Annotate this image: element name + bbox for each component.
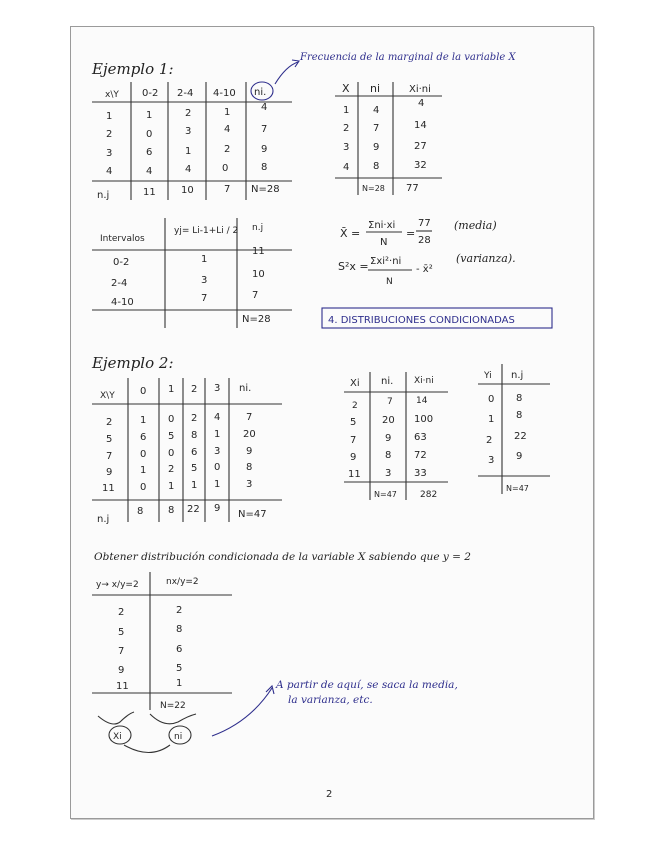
table1-cell: 7: [261, 124, 268, 135]
svg-text:0: 0: [168, 414, 175, 425]
svg-text:ni.: ni.: [239, 383, 252, 394]
svg-text:Xi: Xi: [113, 732, 122, 742]
svg-text:282: 282: [420, 490, 438, 500]
svg-text:0: 0: [140, 482, 147, 493]
svg-text:2: 2: [191, 413, 198, 424]
table1-cell: 4: [224, 124, 231, 135]
table1-footer-cell: 10: [181, 185, 194, 196]
ejemplo1-marginal-table: [335, 82, 442, 195]
svg-text:X̄ =: X̄ =: [340, 227, 361, 240]
table1-footer-cell: 11: [143, 187, 156, 198]
svg-text:1: 1: [214, 429, 221, 440]
svg-text:2: 2: [486, 435, 493, 446]
svg-text:nx/y=2: nx/y=2: [166, 577, 199, 587]
table2-footer: 77: [406, 183, 419, 194]
svg-text:Xi: Xi: [350, 378, 360, 389]
table1-footer-cell: 7: [224, 184, 231, 195]
svg-text:7: 7: [106, 451, 113, 462]
table3-col-header: n.j: [252, 223, 264, 233]
svg-text:4: 4: [214, 412, 221, 423]
svg-text:N=47: N=47: [374, 490, 397, 499]
svg-text:5: 5: [118, 627, 125, 638]
svg-text:N=47: N=47: [506, 484, 529, 493]
svg-text:11: 11: [102, 483, 115, 494]
svg-text:1: 1: [214, 479, 221, 490]
table1-row-label: 2: [106, 129, 113, 140]
ejemplo1-contingency-table: [92, 82, 292, 201]
svg-text:11: 11: [348, 469, 361, 480]
svg-text:0: 0: [140, 449, 147, 460]
table2-cell: 2: [343, 123, 350, 134]
svg-text:2: 2: [191, 384, 198, 395]
brace-right: [150, 714, 196, 724]
table3-cell: 10: [252, 269, 265, 280]
svg-text:n.j: n.j: [97, 514, 110, 525]
svg-text:5: 5: [168, 431, 175, 442]
table2-cell: 3: [343, 142, 350, 153]
table1-cell: 9: [261, 144, 268, 155]
table1-cell: 1: [185, 146, 192, 157]
svg-text:9: 9: [106, 467, 113, 478]
svg-text:8: 8: [168, 505, 175, 516]
table1-col-header: 2-4: [177, 88, 194, 99]
table3-cell: 4-10: [111, 297, 134, 308]
svg-text:8: 8: [516, 410, 523, 421]
table3-cell: 11: [252, 246, 265, 257]
svg-text:3: 3: [246, 479, 253, 490]
svg-text:1: 1: [168, 481, 175, 492]
svg-text:Yi: Yi: [484, 371, 492, 381]
svg-text:7: 7: [118, 646, 125, 657]
svg-text:3: 3: [214, 383, 221, 394]
table1-cell: 1: [146, 110, 153, 121]
svg-text:6: 6: [140, 432, 147, 443]
svg-text:8: 8: [246, 462, 253, 473]
svg-text:20: 20: [382, 415, 395, 426]
table3-cell: 0-2: [113, 257, 130, 268]
svg-text:Xi·ni: Xi·ni: [414, 376, 434, 386]
svg-text:ni.: ni.: [381, 376, 394, 387]
table1-footer-cell: N=28: [251, 184, 280, 195]
connector-arc: [124, 745, 170, 753]
svg-text:6: 6: [191, 447, 198, 458]
conditional-statement: Obtener distribución condicionada de la variable X sabiendo que y = 2: [94, 551, 471, 563]
svg-text:72: 72: [414, 450, 427, 461]
arrow-to-note: [212, 688, 272, 736]
svg-text:9: 9: [214, 503, 221, 514]
svg-text:3: 3: [214, 446, 221, 457]
ejemplo1-intervals-table: [92, 218, 292, 328]
svg-text:Σxi²·ni: Σxi²·ni: [370, 256, 402, 267]
table2-cell: 4: [373, 105, 380, 116]
table2-cell: 4: [418, 98, 425, 109]
svg-text:9: 9: [350, 452, 357, 463]
table3-cell: 7: [252, 290, 259, 301]
svg-text:8: 8: [191, 430, 198, 441]
svg-text:0: 0: [214, 462, 221, 473]
table2-col-header: X: [342, 82, 350, 95]
svg-text:5: 5: [106, 434, 113, 445]
table2-cell: 8: [373, 161, 380, 172]
table3-col-header: Intervalos: [100, 234, 145, 244]
svg-text:0: 0: [488, 394, 495, 405]
table1-cell: 2: [185, 108, 192, 119]
svg-text:22: 22: [514, 431, 527, 442]
table1-row-label: 4: [106, 166, 113, 177]
media-formula: [340, 218, 497, 248]
section-heading: 4. DISTRIBUCIONES CONDICIONADAS: [328, 315, 515, 326]
table2-cell: 9: [373, 142, 380, 153]
table3-col-header: yj= Li-1+Li / 2: [174, 226, 239, 236]
svg-text:1: 1: [140, 465, 147, 476]
table1-col-header: ni.: [254, 87, 267, 98]
table3-footer: N=28: [242, 314, 271, 325]
table1-cell: 1: [224, 107, 231, 118]
svg-text:77: 77: [418, 218, 431, 229]
svg-text:1: 1: [168, 384, 175, 395]
svg-text:1: 1: [140, 415, 147, 426]
table2-cell: 1: [343, 105, 350, 116]
table3-cell: 3: [201, 275, 208, 286]
conditional-note-line2: la varianza, etc.: [288, 694, 373, 706]
svg-text:100: 100: [414, 414, 434, 425]
svg-text:(media): (media): [454, 219, 497, 232]
svg-text:7: 7: [246, 412, 253, 423]
svg-text:(varianza).: (varianza).: [456, 252, 516, 265]
svg-text:2: 2: [352, 401, 358, 411]
table1-corner: x\Y: [105, 90, 119, 100]
svg-text:=: =: [406, 227, 416, 240]
svg-text:S²x =: S²x =: [338, 260, 369, 273]
svg-text:N: N: [380, 237, 388, 248]
svg-text:N=47: N=47: [238, 509, 267, 520]
svg-text:6: 6: [176, 644, 183, 655]
svg-text:8: 8: [176, 624, 183, 635]
table1-cell: 6: [146, 147, 153, 158]
svg-text:9: 9: [118, 665, 125, 676]
ejemplo2-title: Ejemplo 2:: [92, 354, 174, 372]
table3-cell: 2-4: [111, 278, 128, 289]
table1-col-header: 0-2: [142, 88, 159, 99]
table1-row-label: 3: [106, 148, 113, 159]
svg-text:28: 28: [418, 235, 431, 246]
page-number: 2: [326, 789, 333, 800]
table3-cell: 7: [201, 293, 208, 304]
section-heading-box: [322, 308, 552, 328]
table1-row-label: 1: [106, 111, 113, 122]
svg-text:2: 2: [168, 464, 175, 475]
svg-text:20: 20: [243, 429, 256, 440]
conditional-note-line1: A partir de aquí, se saca la media,: [276, 679, 458, 691]
svg-text:5: 5: [350, 417, 357, 428]
table2-footer: N=28: [362, 184, 385, 193]
svg-text:5: 5: [191, 463, 198, 474]
svg-text:Σni·xi: Σni·xi: [368, 220, 396, 231]
ejemplo1-title: Ejemplo 1:: [92, 60, 174, 78]
table1-cell: 0: [146, 129, 153, 140]
table2-col-header: Xi·ni: [409, 84, 431, 95]
svg-text:- x̄²: - x̄²: [416, 264, 433, 275]
table1-cell: 0: [222, 163, 229, 174]
svg-text:11: 11: [116, 681, 129, 692]
table1-col-header: 4-10: [213, 88, 236, 99]
ejemplo2-y-table: [478, 364, 550, 494]
svg-text:9: 9: [385, 433, 392, 444]
table1-cell: 4: [261, 102, 268, 113]
svg-text:3: 3: [385, 468, 392, 479]
svg-text:9: 9: [516, 451, 523, 462]
svg-text:3: 3: [488, 455, 495, 466]
table1-cell: 4: [146, 166, 153, 177]
svg-text:7: 7: [350, 435, 357, 446]
svg-text:5: 5: [176, 663, 183, 674]
marginal-note: Frecuencia de la marginal de la variable X: [300, 52, 516, 63]
table2-cell: 14: [414, 120, 427, 131]
table2-cell: 7: [373, 123, 380, 134]
ejemplo2-marginal-table: [344, 372, 448, 500]
svg-text:N: N: [386, 277, 393, 287]
svg-text:7: 7: [387, 397, 393, 407]
varianza-formula: [338, 252, 516, 287]
table2-cell: 32: [414, 160, 427, 171]
brace-left: [98, 712, 134, 724]
svg-text:2: 2: [176, 605, 183, 616]
table2-cell: 27: [414, 141, 427, 152]
svg-text:N=22: N=22: [160, 701, 186, 711]
table2-cell: 4: [343, 162, 350, 173]
svg-text:63: 63: [414, 432, 427, 443]
arrow-to-note: [275, 62, 298, 84]
svg-text:8: 8: [137, 506, 144, 517]
svg-text:8: 8: [385, 450, 392, 461]
svg-text:22: 22: [187, 504, 200, 515]
svg-text:14: 14: [416, 396, 428, 406]
table1-cell: 8: [261, 162, 268, 173]
ejemplo2-contingency-table: [92, 378, 282, 525]
table1-cell: 3: [185, 126, 192, 137]
svg-text:0: 0: [168, 448, 175, 459]
svg-text:n.j: n.j: [511, 370, 524, 381]
svg-text:1: 1: [176, 678, 183, 689]
svg-text:X\Y: X\Y: [100, 391, 115, 401]
svg-text:y→ x/y=2: y→ x/y=2: [96, 580, 139, 590]
table1-footer-label: n.j: [97, 190, 110, 201]
svg-text:2: 2: [106, 417, 113, 428]
table2-col-header: ni: [370, 82, 381, 95]
table1-cell: 4: [185, 164, 192, 175]
svg-text:1: 1: [191, 480, 198, 491]
conditional-table: [92, 572, 232, 711]
table1-cell: 2: [224, 144, 231, 155]
svg-text:2: 2: [118, 607, 125, 618]
svg-text:8: 8: [516, 393, 523, 404]
svg-text:9: 9: [246, 446, 253, 457]
svg-text:1: 1: [488, 414, 495, 425]
svg-text:ni: ni: [174, 732, 183, 742]
table3-cell: 1: [201, 254, 208, 265]
svg-text:33: 33: [414, 468, 427, 479]
svg-text:0: 0: [140, 386, 147, 397]
